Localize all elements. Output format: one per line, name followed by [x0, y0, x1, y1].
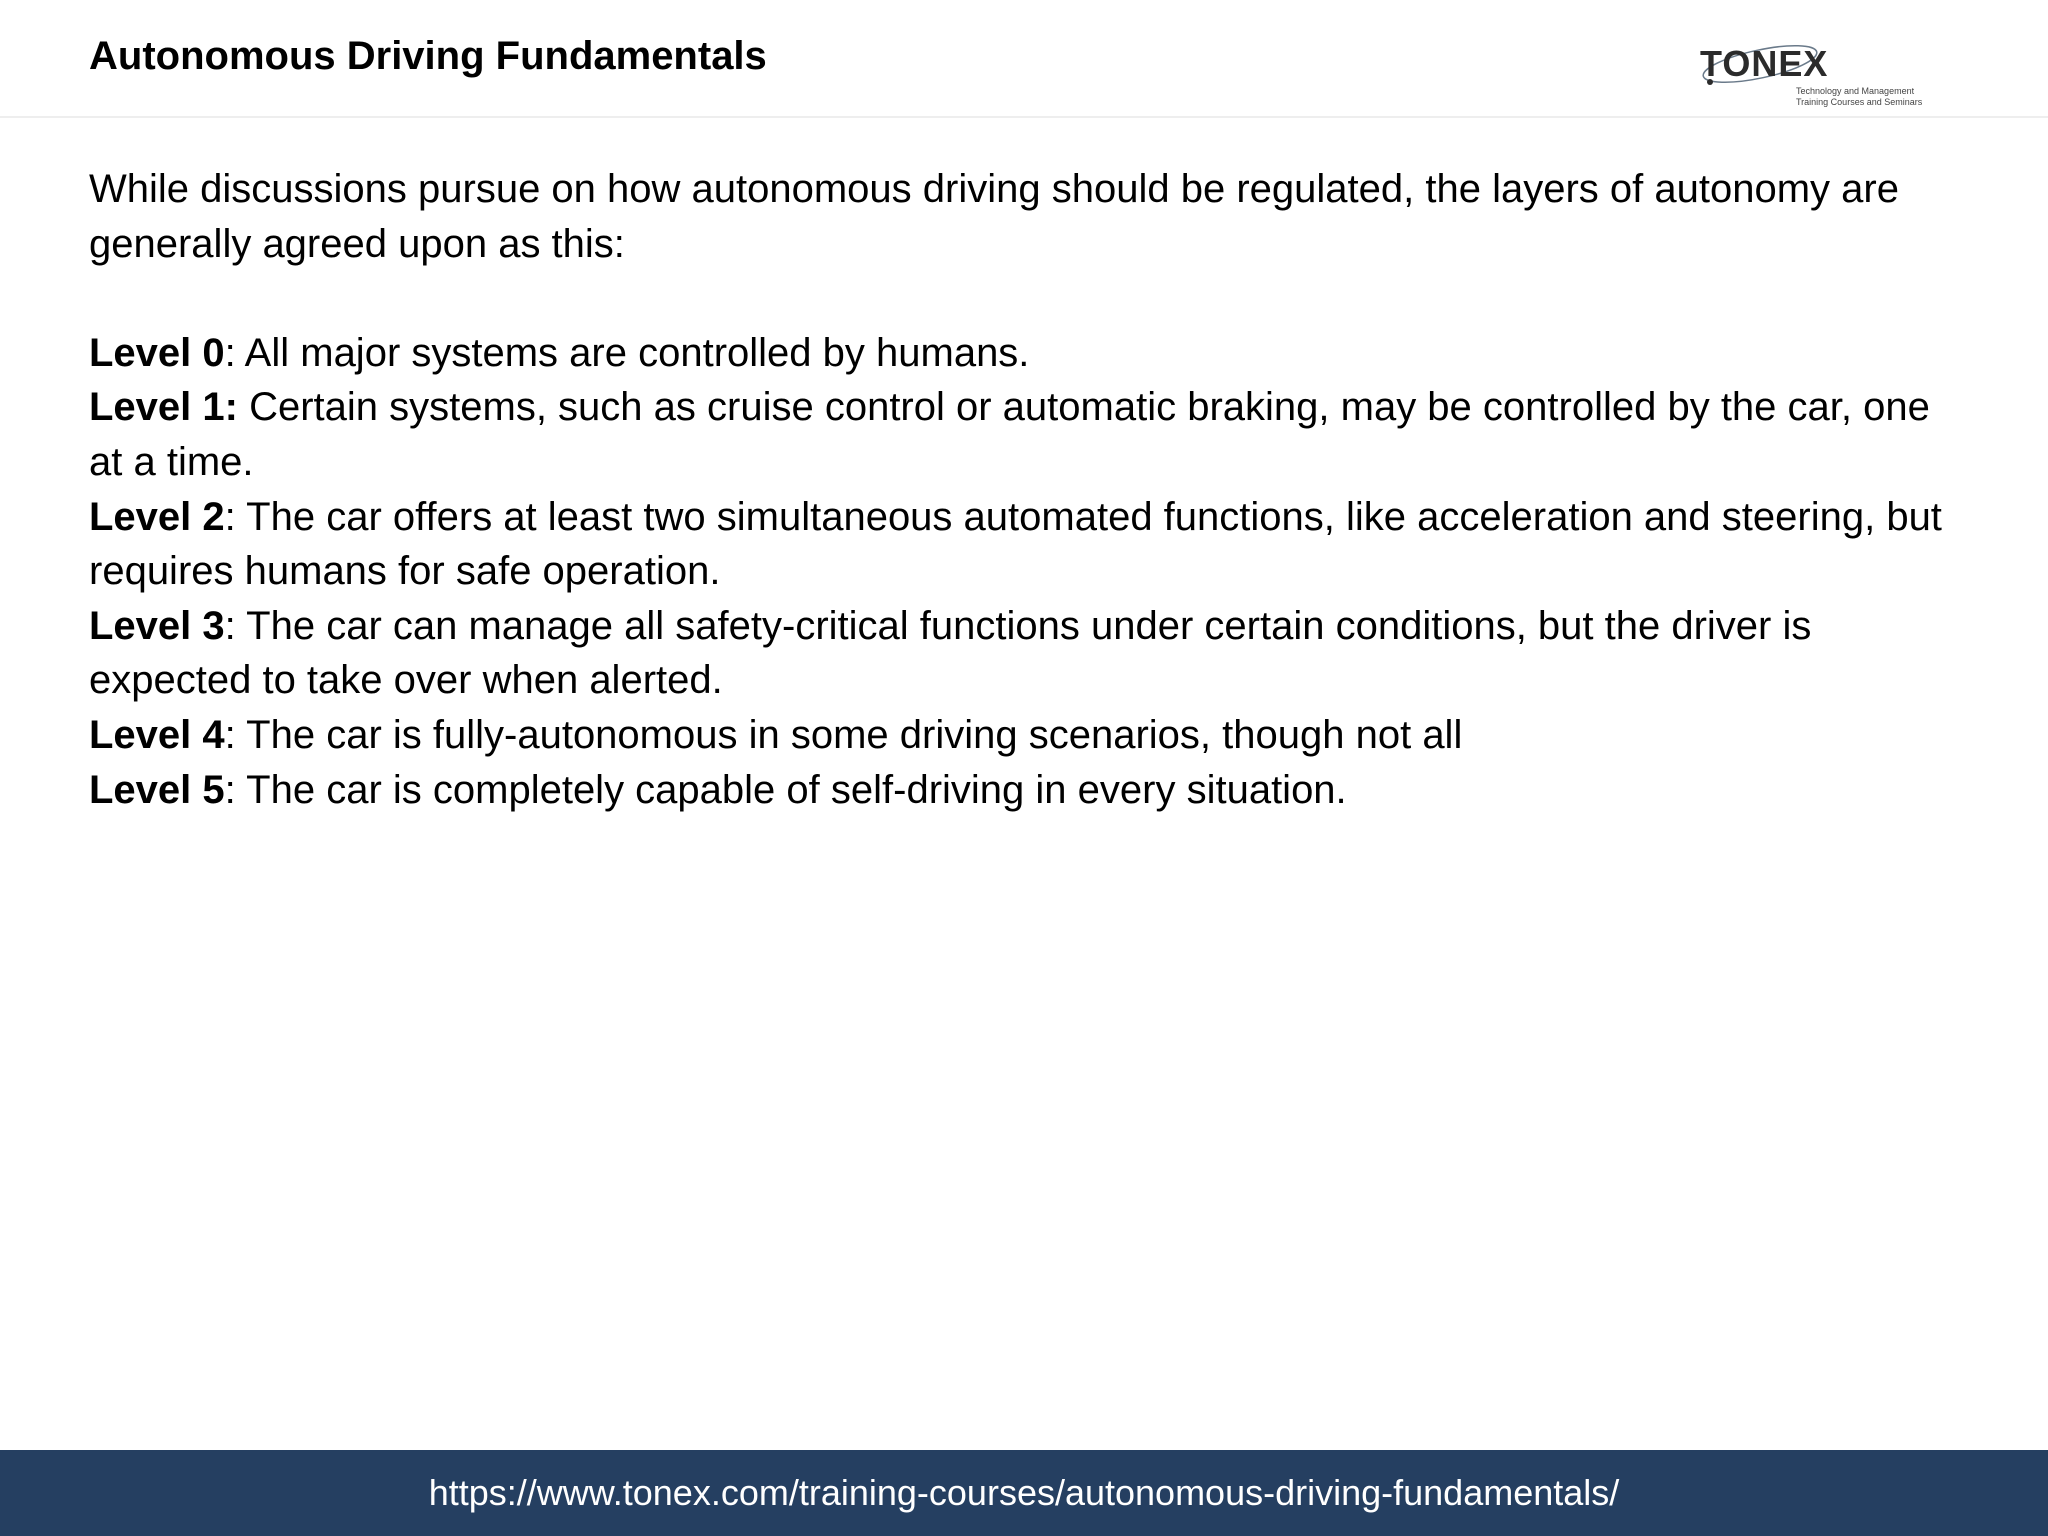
level-term: Level 2: [89, 494, 225, 539]
level-term: Level 1:: [89, 385, 238, 430]
level-item: [89, 326, 1969, 381]
slide-header: [0, 0, 2048, 118]
level-description: : All major systems are controlled by humans.: [224, 330, 1030, 375]
level-item: [89, 380, 1969, 489]
level-term: Level 5: [89, 767, 225, 812]
level-description: Certain systems, such as cruise control or automatic braking, may be controlled by the car, one at a time.: [89, 385, 1930, 484]
level-description: : The car is completely capable of self-driving in every situation.: [224, 767, 1347, 812]
slide-footer: [0, 1450, 2048, 1536]
slide-title: Autonomous Driving Fundamentals: [89, 34, 767, 78]
level-term: Level 3: [89, 603, 225, 648]
logo-tagline: [1796, 86, 1922, 108]
logo-wordmark: TONEX: [1700, 43, 1829, 84]
logo-tagline-line-1: Technology and Management: [1796, 86, 1915, 96]
level-description: : The car offers at least two simultaneous automated functions, like acceleration and steering, but requires humans for safe operation.: [89, 494, 1942, 594]
level-item: [89, 763, 1969, 818]
level-description: : The car can manage all safety-critical functions under certain conditions, but the driver is expected to take over when alerted.: [89, 603, 1812, 703]
logo-tagline-line-2: Training Courses and Seminars: [1796, 97, 1923, 107]
tonex-logo: [1690, 30, 1960, 120]
level-item: [89, 490, 1969, 599]
level-description: : The car is fully-autonomous in some driving scenarios, though not all: [224, 712, 1463, 757]
level-term: Level 0: [89, 330, 225, 375]
level-item: [89, 708, 1969, 763]
level-item: [89, 599, 1969, 708]
intro-paragraph: While discussions pursue on how autonomous driving should be regulated, the layers of autonomy are generally agreed upon as this:: [89, 167, 1899, 266]
level-term: Level 4: [89, 712, 225, 757]
slide-body: [89, 162, 1969, 817]
footer-url-link[interactable]: https://www.tonex.com/training-courses/autonomous-driving-fundamentals/: [428, 1472, 1620, 1513]
